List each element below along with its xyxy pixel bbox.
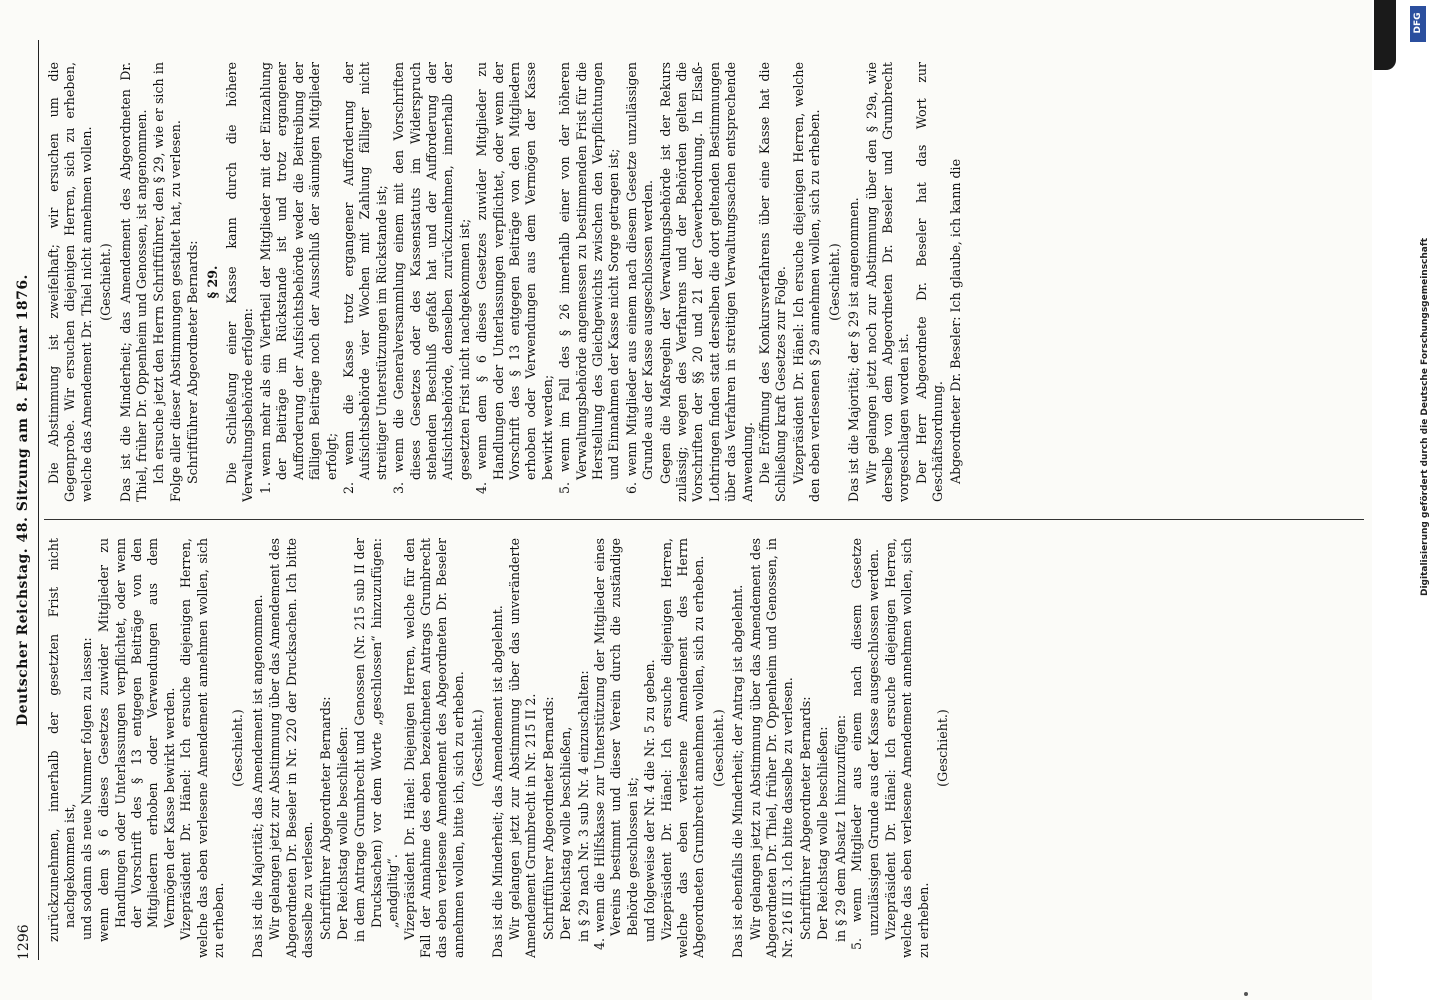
paragraph: Wir gelangen jetzt zu Abstimmung über das Amendement des Abgeordneten Dr. Thiel, früher Dr. Oppenheim und Genossen, in Nr. 216 III 3. Ich bitte dasselbe zu verlesen. (747, 538, 796, 958)
speaker-line: Schriftführer Abgeordneter Bernards: (797, 696, 813, 940)
stage-direction: (Geschieht.) (230, 709, 246, 787)
running-title: Deutscher Reichstag. 48. Sitzung am 8. Februar 1876. (15, 274, 31, 726)
paragraph: Das ist ebenfalls die Minderheit; der Antrag ist abgelehnt. (730, 584, 746, 958)
scan-speck (1244, 992, 1248, 996)
numbered-item: 4. wenn die Hilfskasse zur Unterstützung der Mitglieder eines Vereins bestimmt und dieser Verein durch die zuständige Behörde geschlossen ist; (592, 538, 640, 950)
motion-line: Der Reichstag wolle beschließen: (334, 726, 350, 940)
paragraph: und sodann als neue Nummer folgen zu lassen: (78, 637, 94, 940)
numbered-item: 3. wenn die Generalversammlung einem mit den Vorschriften dieses Gesetzes oder des Kassenstatuts im Widerspruch stehenden Beschluß gefaßt hat und der Aufforderung der Aufsichtsbehörde, denselben zurückzunehmen, innerhalb der gesetzten Frist nicht nachgekommen ist; (391, 62, 472, 494)
dfg-logo-text: DFG (1413, 12, 1423, 34)
paragraph: Wir gelangen jetzt noch zur Abstimmung über den § 29a, wie derselbe von dem Abgeordneten Dr. Beseler und Grumbrecht vorgeschlagen worden ist. (863, 62, 912, 502)
speaker-line: Schriftführer Abgeordneter Bernards: (540, 696, 556, 940)
paragraph: Das ist die Majorität; der § 29 ist angenommen. (846, 197, 862, 502)
amendment-text: und folgeweise der Nr. 4 die Nr. 5 zu geben. (642, 659, 658, 942)
column-divider (44, 519, 1364, 520)
speaker-paragraph: Abgeordneter Dr. Beseler: Ich glaube, ich kann die (947, 158, 963, 484)
stage-direction: (Geschieht.) (98, 243, 114, 321)
paragraph: Der Herr Abgeordnete Dr. Beseler hat das Wort zur Geschäftsordnung. (913, 62, 946, 502)
amendment-text: in dem Antrage Grumbrecht und Genossen (Nr. 215 sub II der Drucksachen) vor dem Worte „geschlossen“ hinzuzufügen: „endgiltig“. (352, 538, 401, 942)
stage-direction: (Geschieht.) (470, 709, 486, 787)
numbered-item: 2. wenn die Kasse trotz ergangener Aufforderung der Aufsichtsbehörde vier Wochen mit Zahlung fälliger nicht streitiger Unterstützungen im Rückstande ist; (340, 62, 389, 494)
speaker-paragraph: Vizepräsident Dr. Hänel: Ich ersuche diejenigen Herren, welche den eben verlesenen § 29 annehmen wollen, sich zu erheben. (790, 62, 823, 502)
numbered-item: 6. wenn Mitglieder aus einem nach diesem Gesetze unzulässigen Grunde aus der Kasse ausgeschlossen werden. (623, 62, 656, 494)
numbered-item: 5. wenn im Fall des § 26 innerhalb einer von der höheren Verwaltungsbehörde angemessen zu bestimmenden Frist für die Herstellung des Gleichgewichts zwischen den Verpflichtungen und Einnahmen der Kasse nicht Sorge getragen ist; (557, 62, 622, 494)
digitization-credit (1418, 40, 1432, 640)
paragraph: Die Abstimmung ist zweifelhaft; wir ersuchen um die Gegenprobe. Wir ersuchen diejenigen Herren, sich zu erheben, welche das Amendement Dr. Thiel nicht annehmen wollen. (46, 62, 94, 502)
amendment-text: in § 29 dem Absatz 1 hinzuzufügen: (832, 714, 848, 942)
paragraph: Das ist die Minderheit; das Amendement ist abgelehnt. (489, 605, 505, 958)
amendment-text: in § 29 nach Nr. 3 sub Nr. 4 einzuschalten: (575, 670, 591, 942)
stage-direction: (Geschieht.) (710, 709, 726, 787)
page-number: 1296 (16, 924, 32, 960)
speaker-paragraph: Vizepräsident Dr. Hänel: Ich ersuche diejenigen Herren, welche das eben verlesene Amendement annehmen wollen, sich zu erheben. (882, 538, 931, 958)
paragraph: zurückzunehmen, innerhalb der gesetzten Frist nicht nachgekommen ist, (46, 538, 78, 942)
motion-line: Der Reichstag wolle beschließen, (558, 726, 574, 940)
paragraph: Das ist die Minderheit; das Amendement des Abgeordneten Dr. Thiel, früher Dr. Oppenheim und Genossen, ist angenommen. (117, 62, 150, 502)
speaker-paragraph: Vizepräsident Dr. Hänel: Ich ersuche diejenigen Herren, welche das eben verlesene Amendement annehmen wollen, sich zu erheben. (178, 538, 227, 958)
scan-shadow (1374, 0, 1396, 70)
stage-direction: (Geschieht.) (935, 709, 951, 787)
paragraph: Wir gelangen jetzt zur Abstimmung über das Amendement des Abgeordneten Dr. Beseler in Nr. 220 der Drucksachen. Ich bitte dasselbe zu verlesen. (267, 538, 316, 958)
numbered-item: 4. wenn dem § 6 dieses Gesetzes zuwider Mitglieder zu Handlungen oder Unterlassungen verpflichtet, oder wenn der Vorschrift des § 13 entgegen Beiträge von den Mitgliedern erhoben oder Verwendungen aus dem Vermögen der Kasse bewirkt werden; (474, 62, 555, 494)
speaker-line: Schriftführer Abgeordneter Bernards: (317, 696, 333, 940)
numbered-item: 5. wenn Mitglieder aus einem nach diesem Gesetze unzulässigen Grunde aus der Kasse ausgeschlossen werden. (849, 538, 881, 950)
section-heading: § 29. (204, 265, 220, 299)
paragraph: Die Eröffnung des Konkursverfahrens über eine Kasse hat die Schließung kraft Gesetzes zur Folge. (757, 62, 789, 502)
paragraph: Das ist die Majorität; das Amendement ist angenommen. (249, 594, 265, 958)
dfg-logo (1410, 6, 1426, 42)
right-column (46, 62, 1356, 502)
credit-text: Digitalisierung gefördert durch die Deutsche Forschungsgemeinschaft (1420, 237, 1430, 596)
speaker-line: Schriftführer Abgeordneter Bernards: (185, 240, 201, 484)
left-column (46, 538, 1356, 958)
paragraph: Gegen die Maßregeln der Verwaltungsbehörde ist der Rekurs zulässig; wegen des Verfahrens und der Behörden gelten die Vorschriften der §§ 20 und 21 der Gewerbeordnung. In Elsaß-Lothringen finden statt derselben die dort geltenden Bestimmungen über das Verfahren in streitigen Verwaltungssachen entsprechende Anwendung. (657, 62, 755, 502)
page-header (12, 40, 39, 960)
speaker-paragraph: Vizepräsident Dr. Hänel: Diejenigen Herren, welche für den Fall der Annahme des eben bezeichneten Antrags Grumbrecht das eben verlesene Amendement des Abgeordneten Dr. Beseler annehmen wollen, bitte ich, sich zu erheben. (401, 538, 466, 958)
paragraph: Die Schließung einer Kasse kann durch die höhere Verwaltungsbehörde erfolgen: (224, 62, 256, 502)
stage-direction: (Geschieht.) (826, 243, 842, 321)
paragraph: Ich ersuche jetzt den Herrn Schriftführer, den § 29, wie er sich in Folge aller dieser Abstimmungen gestaltet hat, zu verlesen. (151, 62, 183, 502)
motion-line: Der Reichstag wolle beschließen: (815, 726, 831, 940)
numbered-item: 1. wenn mehr als ein Viertheil der Mitglieder mit der Einzahlung der Beiträge im Rückstande ist und trotz ergangener Aufforderung der Aufsichtsbehörde weder die Beitreibung der fälligen Beiträge noch der Ausschluß der säumigen Mitglieder erfolgt; (257, 62, 339, 494)
speaker-paragraph: Vizepräsident Dr. Hänel: Ich ersuche diejenigen Herren, welche das eben verlesene Amendement des Herrn Abgeordneten Grumbrecht annehmen wollen, sich zu erheben. (658, 538, 707, 958)
amendment-text: wenn dem § 6 dieses Gesetzes zuwider Mitglieder zu Handlungen oder Unterlassungen verpflichtet, oder wenn der Vorschrift des § 13 entgegen Beiträge von den Mitgliedern erhoben oder Verwendungen aus dem Vermögen der Kasse bewirkt werden. (96, 538, 177, 942)
paragraph: Wir gelangen jetzt zur Abstimmung über das unveränderte Amendement Grumbrecht in Nr. 215 II 2. (506, 538, 539, 958)
